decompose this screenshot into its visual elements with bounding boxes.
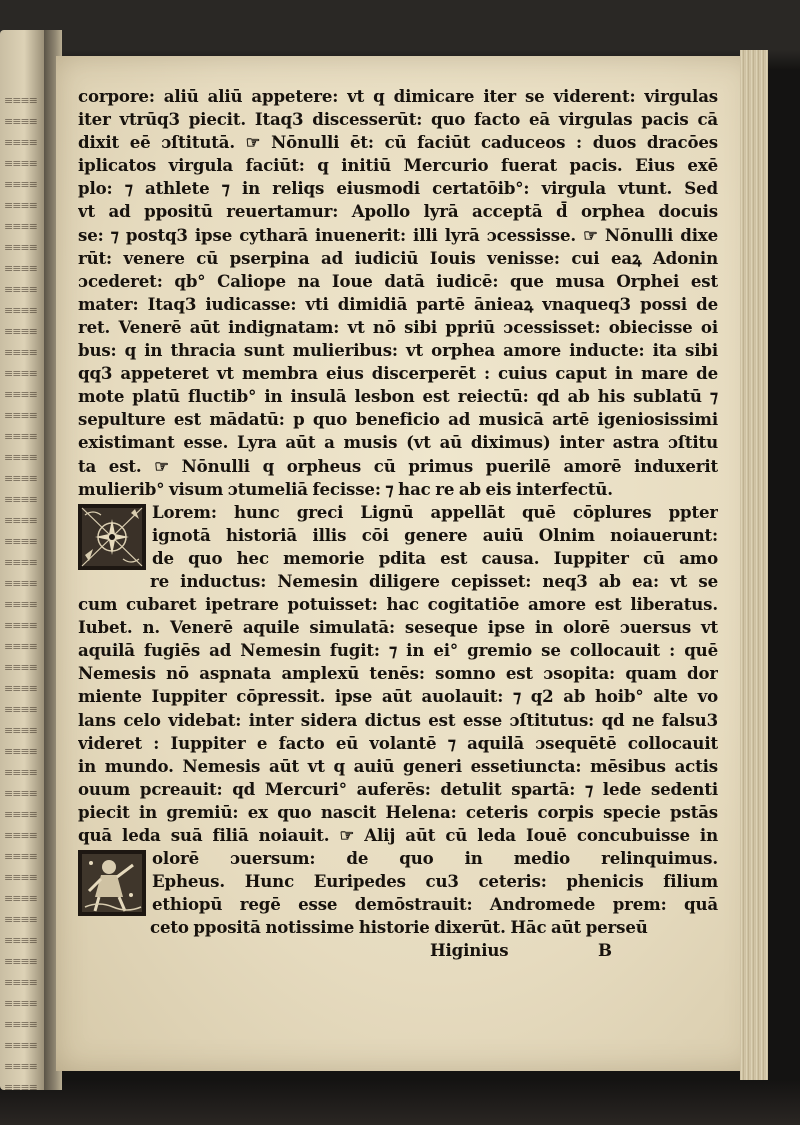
text-line: videret : Iuppiter e facto eū volantē ⁊ aquilā ɔsequētē collocauit [78,732,718,753]
incunable-text-block [78,85,718,963]
text-line: ouum pcreauit: qd Mercuri° auferēs: detulit spartā: ⁊ lede sedenti [78,778,718,799]
text-line: Iubet. n. Venerē aquile simulatā: seseque ipse in olorē ɔuersus vt [78,617,718,638]
facing-page-bleed-text: ≡≡≡≡ ≡≡≡≡ ≡≡≡≡ ≡≡≡≡ ≡≡≡≡ ≡≡≡≡ ≡≡≡≡ ≡≡≡≡ ≡≡≡≡ ≡≡≡≡ ≡≡≡≡ ≡≡≡≡ ≡≡≡≡ ≡≡≡≡ ≡≡≡≡ ≡≡≡≡ ≡≡≡≡ ≡≡≡≡ ≡≡≡≡ ≡≡≡≡ ≡≡≡≡ ≡≡≡≡ ≡≡≡≡ ≡≡≡≡ ≡≡≡≡ ≡≡≡≡ ≡≡≡≡ ≡≡≡≡ ≡≡≡≡ ≡≡≡≡ ≡≡≡≡ ≡≡≡≡ ≡≡≡≡ ≡≡≡≡ ≡≡≡≡ ≡≡≡≡ ≡≡≡≡ ≡≡≡≡ ≡≡≡≡ ≡≡≡≡ ≡≡≡≡ ≡≡≡≡ ≡≡≡≡ ≡≡≡≡ ≡≡≡≡ ≡≡≡≡ ≡≡≡≡ ≡≡≡≡ [4,94,37,1090]
cepheus-woodcut-illustration [78,850,146,916]
page-footer [78,939,718,963]
cygnus-woodcut-illustration [78,504,146,570]
cepheus-figure-woodcut [79,851,145,915]
text-line: iter vtrūq3 piecit. Itaq3 discesserūt: quo facto eā virgulas pacis cā [78,109,718,130]
text-line: ignotā historiā illis cōi genere auiū Olnim noiauerunt: [152,524,718,545]
text-line: de quo hec memorie pdita est causa. Iuppiter cū amo [152,547,718,568]
text-line: miente Iuppiter cōpressit. ipse aūt auolauit: ⁊ q2 ab hoib° alte vo [78,686,718,707]
text-line: se: ⁊ postq3 ipse cytharā inuenerit: illi lyrā ɔcessisse. ☞ Nōnulli dixe [78,224,718,245]
text-line: ret. Venerē aūt indignatam: vt nō sibi ppriū ɔcessisset: obiecisse oi [78,316,718,337]
woodcut-section-cygnus [78,501,718,593]
text-line: piecit in gremiū: ex quo nascit Helena: ceteris corpis specie pstās [78,801,718,822]
text-line: olorē ɔuersum: de quo in medio relinquimus. [152,848,718,869]
text-line: ethiopū regē esse demōstrauit: Andromede prem: quā [152,894,718,915]
text-line: ta est. ☞ Nōnulli q orpheus cū primus puerilē amorē induxerit [78,455,718,476]
text-line: vt ad ppositū reuertamur: Apollo lyrā acceptā d̄ orphea docuis [78,201,718,222]
text-paragraph-orpheus [78,85,718,501]
text-line: mote platū fluctib° in insulā lesbon est reiectū: qd ab his sublatū ⁊ [78,386,718,407]
text-line: cum cubaret ipetrare potuisset: hac cogitatiōe amore est liberatus. [78,594,718,615]
text-line: mater: Itaq3 iudicasse: vti dimidiā partē ānieaꝝ vnaqueq3 possi de [78,293,718,314]
text-paragraph-leda [78,593,718,847]
text-line: existimant esse. Lyra aūt a musis (vt aū diximus) inter astra ɔſtitu [78,432,718,453]
text-line: Epheus. Hunc Euripedes cu3 ceteris: phenicis filium [152,871,718,892]
text-line: qq3 appeteret vt membra eius discerperēt : cuius caput in mare de [78,363,718,384]
text-line: mulierib° visum ɔtumeliā fecisse: ⁊ hac re ab eis interfectū. [78,478,613,499]
text-line: Nemesis nō aspnata amplexū tenēs: somno est ɔsopita: quam dor [78,663,718,684]
text-line: aquilā fugiēs ad Nemesin fugit: ⁊ in ei° gremio se collocauit : quē [78,640,718,661]
text-line: corpore: aliū aliū appetere: vt q dimicare iter se viderent: virgulas [78,86,718,106]
text-paragraph-cepheus [78,847,718,939]
book-fore-edge [740,50,768,1080]
text-line: ceto ppositā notissime historie dixerūt. Hāc aūt perseū [150,917,648,938]
text-line: rūt: venere cū pserpina ad iudiciū Iouis venisse: cui eaꝝ Adonin [78,247,718,268]
text-line: sepulture est mādatū: p quo beneficio ad musicā artē igeniosissimi [78,409,718,430]
text-paragraph-cygnus [78,501,718,593]
text-line: dixit eē ɔſtitutā. ☞ Nōnulli ēt: cū faciūt caduceos : duos dracōes [78,132,718,153]
text-line: re inductus: Nemesin diligere cepisset: neq3 ab ea: vt se [150,570,718,591]
woodcut-section-cepheus [78,847,718,939]
facing-page-edge [0,30,44,1090]
text-line: ɔcederet: qb° Caliope na Ioue datā iudicē: que musa Orphei est [78,270,718,291]
text-line: in mundo. Nemesis aūt vt q auiū generi essetiuncta: mēsibus actis [78,755,718,776]
text-line: iplicatos virgula faciūt: q initiū Mercurio fuerat pacis. Eius exē [78,155,718,176]
catchword: Higinius [430,940,509,961]
text-line: quā leda suā filiā noiauit. ☞ Alij aūt cū leda Iouē concubuisse in [78,825,718,845]
text-line: Lorem: hunc greci Lignū appellāt quē cōplures ppter [152,501,718,522]
cygnus-star-woodcut [79,505,145,569]
text-line: lans celo videbat: inter sidera dictus est esse ɔſtitutus: qd ne falsu3 [78,709,718,730]
text-line: plo: ⁊ athlete ⁊ in reliqs eiusmodi certatōib°: virgula vtunt. Sed [78,178,718,199]
text-line: bus: q in thracia sunt mulieribus: vt orphea amore inducte: ita sibi [78,340,718,361]
signature-mark: B [598,940,612,961]
